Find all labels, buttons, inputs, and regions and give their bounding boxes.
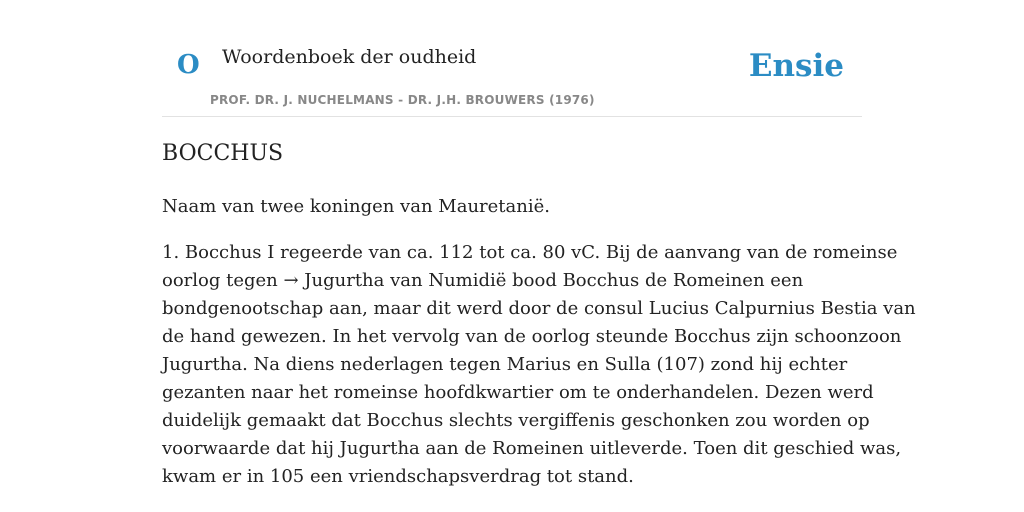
paragraph-line: 1. Bocchus I regeerde van ca. 112 tot ca. 80 vC. Bij de aanvang van de romeinse xyxy=(162,242,898,263)
entry-title: BOCCHUS xyxy=(162,141,284,166)
paragraph-line: bondgenootschap aan, maar dit werd door de consul Lucius Calpurnius Bestia van xyxy=(162,298,916,319)
paragraph-line: Jugurtha. Na diens nederlagen tegen Marius en Sulla (107) zond hij echter xyxy=(162,354,848,375)
paragraph-line: de hand gewezen. In het vervolg van de oorlog steunde Bocchus zijn schoonzoon xyxy=(162,326,902,347)
article-page xyxy=(162,0,916,487)
paragraph-line: voorwaarde dat hij Jugurtha aan de Romeinen uitleverde. Toen dit geschied was, xyxy=(162,438,902,459)
paragraph-line: gezanten naar het romeinse hoofdkwartier om te onderhandelen. Dezen werd xyxy=(162,382,874,403)
ensie-logo-link[interactable]: Ensie xyxy=(748,48,844,84)
entry-paragraph xyxy=(162,239,916,491)
book-title[interactable]: Woordenboek der oudheid xyxy=(222,46,477,68)
entry-intro: Naam van twee koningen van Mauretanië. xyxy=(162,196,550,217)
paragraph-line: duidelijk gemaakt dat Bocchus slechts vergiffenis geschonken zou worden op xyxy=(162,410,870,431)
book-authors: PROF. DR. J. NUCHELMANS - DR. J.H. BROUWERS (1976) xyxy=(210,93,595,107)
paragraph-line: kwam er in 105 een vriendschapsverdrag tot stand. xyxy=(162,466,634,487)
index-letter[interactable]: O xyxy=(177,50,200,80)
paragraph-line: oorlog tegen → Jugurtha van Numidië bood Bocchus de Romeinen een xyxy=(162,270,804,291)
dictionary-header xyxy=(162,0,862,117)
